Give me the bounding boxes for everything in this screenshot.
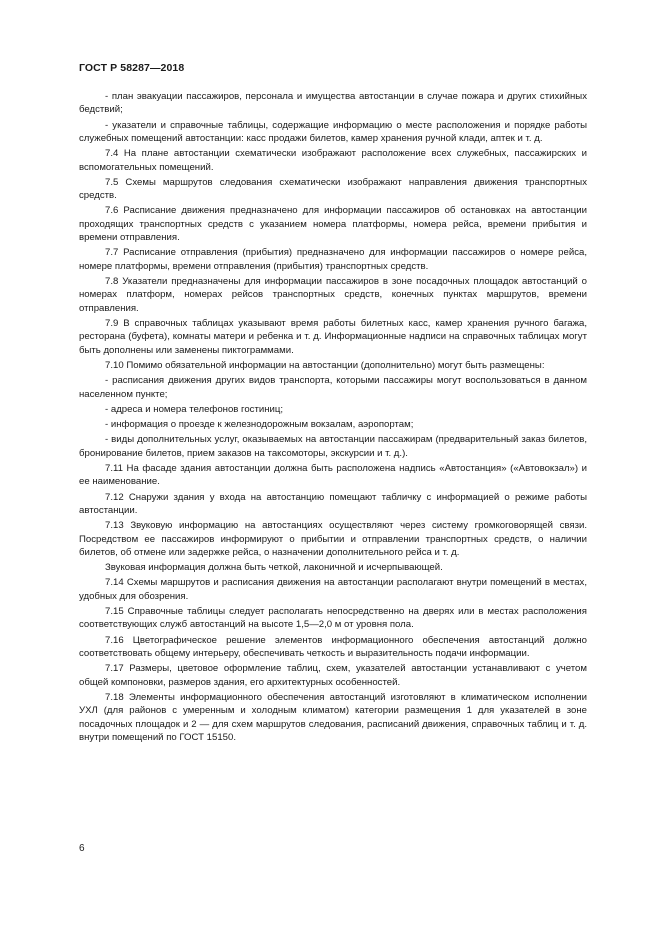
paragraph-7-15: 7.15 Справочные таблицы следует располагать непосредственно на дверях или в местах расположения соответствующих служб автостанций на высоте 1,5—2,0 м от уровня пола.: [79, 605, 587, 631]
paragraph-7-18: 7.18 Элементы информационного обеспечения автостанций изготовляют в климатическом исполнении УХЛ (для районов с умеренным и холодным климатом) категории размещения 1 для указателей в зоне посадочных площадок и 2 — для схем маршрутов следования, расписаний движения, справочных таблиц и т. д. внутри помещений по ГОСТ 15150.: [79, 691, 587, 744]
paragraph-7-13: 7.13 Звуковую информацию на автостанциях осуществляют через систему громкоговорящей связи. Посредством ее пассажиров информируют о прибытии и отправлении транспортных средств, о наличии билетов, об отмене или задержке рейса, о назначении дополнительного рейса и т. д.: [79, 520, 587, 558]
document-header-code: ГОСТ Р 58287—2018: [79, 62, 185, 74]
paragraph-signs-tables: - указатели и справочные таблицы, содержащие информацию о месте расположения и порядке работы служебных помещений автостанции: касс продажи билетов, камер хранения ручной клади, аптек и т. д.: [79, 119, 587, 145]
paragraph-7-5: 7.5 Схемы маршрутов следования схематически изображают направления движения транспортных средств.: [79, 176, 587, 202]
paragraph-railway-airport: - информация о проезде к железнодорожным вокзалам, аэропортам;: [105, 419, 414, 431]
paragraph-sound-info: Звуковая информация должна быть четкой, лаконичной и исчерпывающей.: [105, 562, 443, 574]
paragraph-7-16: 7.16 Цветографическое решение элементов информационного обеспечения автостанций должно соответствовать общему интерьеру, обеспечивать четкость и выразительность подачи информации.: [79, 634, 587, 659]
paragraph-7-4: 7.4 На плане автостанции схематически изображают расположение всех служебных, пассажирских и вспомогательных помещений.: [79, 148, 587, 173]
paragraph-other-transport: - расписания движения других видов транспорта, которыми пассажиры могут воспользоваться в данном населенном пункте;: [79, 375, 587, 400]
paragraph-7-14: 7.14 Схемы маршрутов и расписания движения на автостанции располагают внутри помещений в местах, удобных для обозрения.: [79, 577, 587, 602]
paragraph-7-9: 7.9 В справочных таблицах указывают время работы билетных касс, камер хранения ручного багажа, ресторана (буфета), комнаты матери и ребенка и т. д. Информационные надписи на справочных таблицах могут быть дополнены или заменены пиктограммами.: [79, 318, 587, 356]
page-number: 6: [79, 843, 85, 854]
paragraph-additional-services: - виды дополнительных услуг, оказываемых на автостанции пассажирам (предварительный заказ билетов, бронирование билетов, прием заказов на таксомоторы, экскурсии и т. д.).: [79, 434, 587, 459]
paragraph-7-8: 7.8 Указатели предназначены для информации пассажиров в зоне посадочных площадок автостанций о номерах платформ, номерах рейсов транспортных средств, конечных пунктах маршрутов, времени отправления.: [79, 276, 587, 314]
paragraph-7-11: 7.11 На фасаде здания автостанции должна быть расположена надпись «Автостанция» («Автовокзал») и ее наименование.: [79, 462, 587, 488]
paragraph-7-10: 7.10 Помимо обязательной информации на автостанции (дополнительно) могут быть размещены:: [105, 360, 545, 372]
paragraph-7-6: 7.6 Расписание движения предназначено для информации пассажиров об остановках на автостанции проходящих транспортных средств с указанием номера платформы, номера рейса, времени прибытия и времени отправления.: [79, 205, 587, 244]
paragraph-evacuation-plan: - план эвакуации пассажиров, персонала и имущества автостанции в случае пожара и других стихийных бедствий;: [79, 91, 587, 116]
paragraph-7-7: 7.7 Расписание отправления (прибытия) предназначено для информации пассажиров о номере рейса, номере платформы, времени отправления (прибытия) транспортных средств.: [79, 247, 587, 272]
paragraph-7-12: 7.12 Снаружи здания у входа на автостанцию помещают табличку с информацией о режиме работы автостанции.: [79, 491, 587, 516]
document-body: [79, 90, 587, 746]
paragraph-7-17: 7.17 Размеры, цветовое оформление таблиц, схем, указателей автостанции устанавливают с учетом общей компоновки, размеров здания, его архитектурных особенностей.: [79, 663, 587, 688]
paragraph-hotels: - адреса и номера телефонов гостиниц;: [105, 403, 284, 415]
